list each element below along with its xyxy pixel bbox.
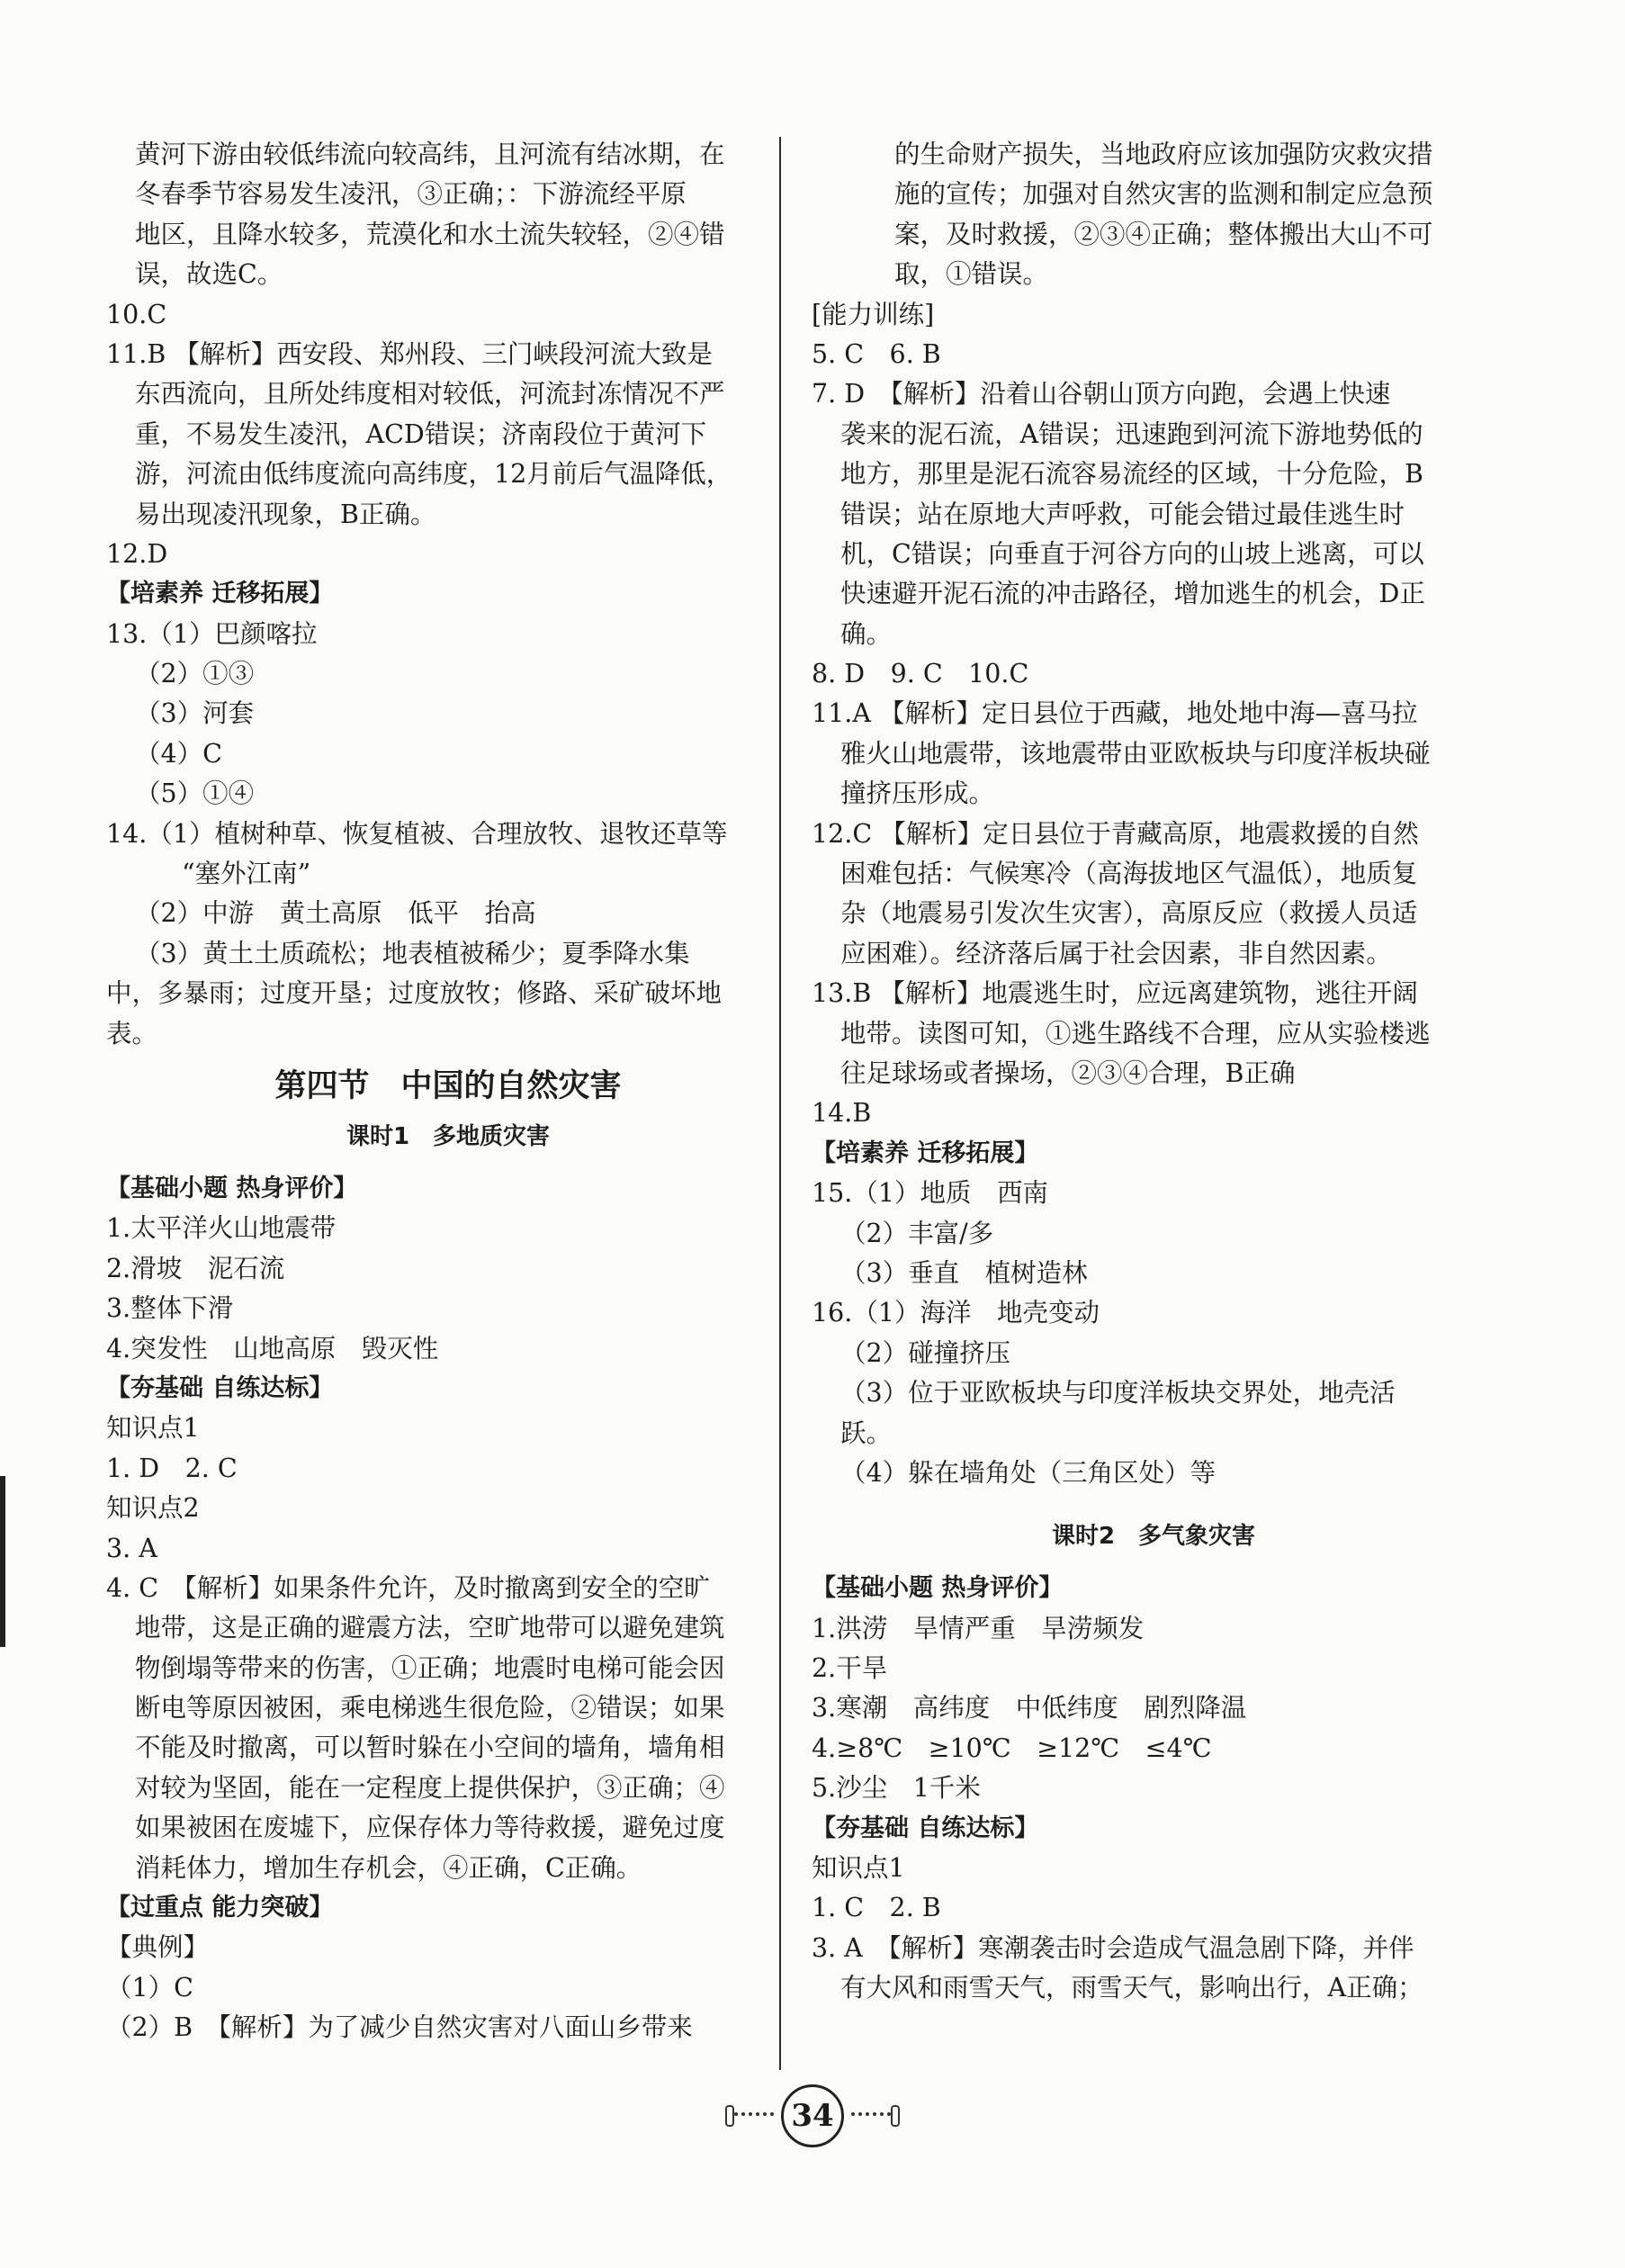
section-heading: 【过重点 能力突破】 [106,1894,334,1922]
text-line: （5）①④ [135,778,255,809]
page-number-footer [0,2084,1625,2147]
text-line: “塞外江南” [182,859,311,889]
text-line: 如果被困在废墟下，应保存体力等待救援，避免过度 [135,1813,725,1843]
section-heading: 【夯基础 自练达标】 [106,1373,334,1402]
text-line: 冬春季节容易发生凌汛，③正确；：下游流经平原 [135,179,687,210]
text-line: 3.整体下滑 [106,1293,234,1324]
text-line: 误，故选C。 [135,259,283,290]
text-line: 13.（1）巴颜喀拉 [106,618,318,649]
binding-edge-mark [0,1476,5,1647]
text-line: 3. A [106,1533,157,1563]
text-line: 地方，那里是泥石流容易流经的区域，十分危险，B [840,459,1423,490]
right-column [812,135,1495,2009]
text-line: 4.≥8℃ ≥10℃ ≥12℃ ≤4℃ [812,1732,1212,1763]
text-line: 往足球场或者操场，②③④合理，B正确 [840,1058,1296,1088]
page-ornament-left-icon [725,2105,734,2127]
text-line: 对较为坚固，能在一定程度上提供保护，③正确；④ [135,1772,725,1803]
text-line: 7. D 【解析】沿着山谷朝山顶方向跑，会遇上快速 [812,379,1391,410]
text-line: 12.C 【解析】定日县位于青藏高原，地震救援的自然 [812,818,1419,849]
text-line: 地带。读图可知，①逃生路线不合理，应从实验楼逃 [840,1018,1431,1048]
text-line: 的生命财产损失，当地政府应该加强防灾救灾措 [894,140,1433,169]
text-line: （2）丰富/多 [840,1218,994,1248]
text-line: 5.沙尘 1千米 [812,1773,981,1804]
section-heading: 【基础小题 热身评价】 [812,1574,1064,1603]
text-line: （3）黄土土质疏松；地表植被稀少；夏季降水集 [135,938,690,968]
section-heading: 【夯基础 自练达标】 [812,1814,1039,1842]
text-line: （2）中游 黄土高原 低平 抬高 [135,898,536,929]
text-line: 13.B 【解析】地震逃生时，应远离建筑物，逃往开阔 [812,978,1418,1009]
text-line: 重，不易发生凌汛，ACD错误；济南段位于黄河下 [135,418,707,449]
text-line: 杂（地震易引发次生灾害），高原反应（救援人员适 [840,898,1418,929]
text-line: 撞挤压形成。 [840,778,995,809]
text-line: （3）位于亚欧板块与印度洋板块交界处，地壳活 [840,1378,1396,1408]
text-line: 袭来的泥石流，A错误；迅速跑到河流下游地势低的 [840,418,1423,449]
text-line: 14.B [812,1098,872,1129]
text-line: 3. A 【解析】寒潮袭击时会造成气温急剧下降，并伴 [812,1932,1414,1963]
text-line: 10.C [106,299,167,329]
text-line: 中，多暴雨；过度开垦；过度放牧；修路、采矿破坏地 [106,978,723,1009]
section-heading: 【基础小题 热身评价】 [106,1174,358,1202]
page-number: 34 [781,2084,844,2147]
text-line: 机，C错误；向垂直于河谷方向的山坡上逃离，可以 [840,538,1424,569]
text-line: 2.干旱 [812,1653,888,1684]
text-line: 游，河流由低纬度流向高纬度，12月前后气温降低， [135,459,732,490]
text-line: 1.太平洋火山地震带 [106,1213,337,1244]
text-line: 困难包括：气候寒冷（高海拔地区气温低），地质复 [840,859,1418,889]
text-line: 表。 [106,1018,158,1048]
text-line: 易出现凌汛现象，B正确。 [135,499,436,529]
text-line: 14.（1）植树种草、恢复植被、合理放牧、退牧还草等 [106,818,728,849]
text-line: 16.（1）海洋 地壳变动 [812,1298,1100,1328]
text-line: （3）河套 [135,698,255,729]
text-line: [能力训练] [812,299,935,329]
lesson-title: 课时2 多气象灾害 [1051,1523,1256,1551]
text-line: 1. D 2. C [106,1453,238,1483]
page-ornament-dots-left [734,2112,774,2125]
text-line: 【典例】 [106,1932,210,1963]
text-line: （1）C [106,1972,193,2002]
lesson-title: 课时1 多地质灾害 [346,1122,551,1150]
text-line: 案，及时救援，②③④正确；整体搬出大山不可 [894,219,1433,249]
text-line: 应困难）。经济落后属于社会因素，非自然因素。 [840,938,1392,968]
text-line: 1.洪涝 旱情严重 旱涝频发 [812,1613,1145,1643]
text-line: （4）躲在墙角处（三角区处）等 [840,1457,1217,1488]
page-ornament-dots-right [851,2112,891,2125]
text-line: 黄河下游由较低纬流向较高纬，且河流有结冰期，在 [135,140,725,169]
text-line: 有大风和雨雪天气，雨雪天气，影响出行，A正确； [840,1973,1423,2003]
text-line: 11.B 【解析】西安段、郑州段、三门峡段河流大致是 [106,338,713,369]
text-line: 知识点2 [106,1493,200,1524]
text-line: 快速避开泥石流的冲击路径，增加逃生的机会，D正 [840,579,1425,609]
left-column [106,135,790,2048]
section-heading: 【培素养 迁移拓展】 [106,580,334,608]
text-line: 物倒塌等带来的伤害，①正确；地震时电梯可能会因 [135,1652,725,1683]
text-line: 3.寒潮 高纬度 中低纬度 剧烈降温 [812,1693,1247,1724]
text-line: 15.（1）地质 西南 [812,1178,1048,1209]
text-line: 4.突发性 山地高原 毁灭性 [106,1333,439,1364]
text-line: （2）B 【解析】为了减少自然灾害对八面山乡带来 [106,2012,693,2043]
text-line: （2）①③ [135,659,255,689]
text-line: 5. C 6. B [812,338,941,369]
text-line: 错误；站在原地大声呼救，可能会错过最佳逃生时 [840,499,1405,529]
section-title: 第四节 中国的自然灾害 [274,1067,622,1104]
text-line: 施的宣传；加强对自然灾害的监测和制定应急预 [894,179,1433,210]
text-line: 不能及时撤离，可以暂时躲在小空间的墙角，墙角相 [135,1732,725,1763]
page-ornament-right-icon [891,2105,900,2127]
text-line: 2.滑坡 泥石流 [106,1253,285,1283]
text-line: 确。 [840,618,893,649]
text-line: 东西流向，且所处纬度相对较低，河流封冻情况不严 [135,379,725,410]
section-heading: 【培素养 迁移拓展】 [812,1138,1039,1167]
text-line: （3）垂直 植树造林 [840,1257,1088,1288]
text-line: 取，①错误。 [894,259,1049,290]
text-line: 11.A 【解析】定日县位于西藏，地处地中海—喜马拉 [812,698,1418,729]
text-line: 断电等原因被困，乘电梯逃生很危险，②错误；如果 [135,1693,725,1724]
text-line: （4）C [135,738,222,769]
text-line: 知识点1 [106,1413,200,1444]
text-line: 跃。 [840,1418,893,1448]
text-line: 雅火山地震带，该地震带由亚欧板块与印度洋板块碰 [840,738,1431,769]
text-line: 消耗体力，增加生存机会，④正确，C正确。 [135,1852,642,1883]
text-line: 地区，且降水较多，荒漠化和水土流失较轻，②④错 [135,219,725,249]
text-line: （2）碰撞挤压 [840,1337,1011,1368]
text-line: 1. C 2. B [812,1893,941,1923]
text-line: 4. C 【解析】如果条件允许，及时撤离到安全的空旷 [106,1572,710,1603]
text-line: 知识点1 [812,1853,905,1884]
column-divider [779,137,781,2070]
text-line: 地带，这是正确的避震方法，空旷地带可以避免建筑 [135,1613,725,1643]
text-line: 8. D 9. C 10.C [812,659,1029,689]
text-line: 12.D [106,538,168,569]
